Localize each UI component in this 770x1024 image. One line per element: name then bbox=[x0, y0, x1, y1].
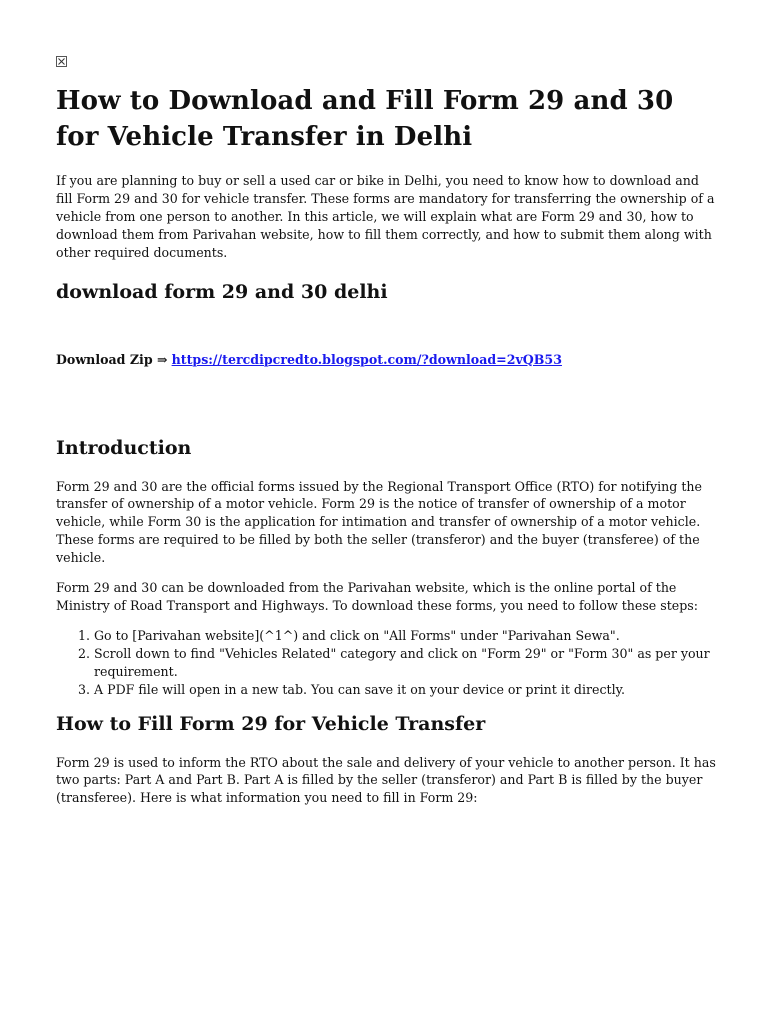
intro-paragraph: If you are planning to buy or sell a used car or bike in Delhi, you need to know how to download and fill Form 29 and 30 for vehicle transfer. These forms are mandatory for transferring the ownership of a vehicle from one person to another. In this article, we will explain what are Form 29 and 30, how to download them from Parivahan website, how to fill them correctly, and how to submit them along with other required documents. bbox=[56, 173, 715, 260]
list-item: 1. Go to [Parivahan website](^1^) and click on "All Forms" under "Parivahan Sewa". bbox=[94, 627, 718, 645]
list-item: 3. A PDF file will open in a new tab. You can save it on your device or print it directly. bbox=[94, 681, 718, 699]
fill-form-29-heading: How to Fill Form 29 for Vehicle Transfer bbox=[56, 712, 486, 735]
introduction-paragraph-1: Form 29 and 30 are the official forms issued by the Regional Transport Office (RTO) for notifying the transfer of ownership of a motor vehicle. Form 29 is the notice of transfer of ownership of a motor vehicle, while Form 30 is the application for intimation and transfer of ownership of a motor vehicle. These forms are required to be filled by both the seller (transferor) and the buyer (transferee) of the vehicle. bbox=[56, 478, 702, 566]
introduction-heading: Introduction bbox=[56, 436, 192, 459]
fill-form-29-paragraph: Form 29 is used to inform the RTO about the sale and delivery of your vehicle to another person. It has two parts: Part A and Part B. Part A is filled by the seller (transferor) and Part B is filled by the buyer (transferee). Here is what information you need to fill in Form 29: bbox=[56, 754, 716, 806]
page-title: How to Download and Fill Form 29 and 30 for Vehicle Transfer in Delhi bbox=[56, 86, 674, 152]
download-label: Download Zip ⇒ bbox=[56, 351, 168, 367]
list-item: 2. Scroll down to find "Vehicles Related" category and click on "Form 29" or "Form 30" as per your requirement. bbox=[94, 645, 718, 681]
download-link[interactable]: https://tercdipcredto.blogspot.com/?download=2vQB53 bbox=[171, 351, 562, 367]
broken-image-icon bbox=[56, 56, 67, 67]
download-heading: download form 29 and 30 delhi bbox=[56, 280, 388, 303]
introduction-paragraph-2: Form 29 and 30 can be downloaded from the Parivahan website, which is the online portal of the Ministry of Road Transport and Highways. To download these forms, you need to follow these steps: bbox=[56, 580, 699, 613]
article bbox=[56, 56, 718, 819]
download-steps-list bbox=[56, 627, 718, 699]
download-line bbox=[56, 351, 718, 369]
